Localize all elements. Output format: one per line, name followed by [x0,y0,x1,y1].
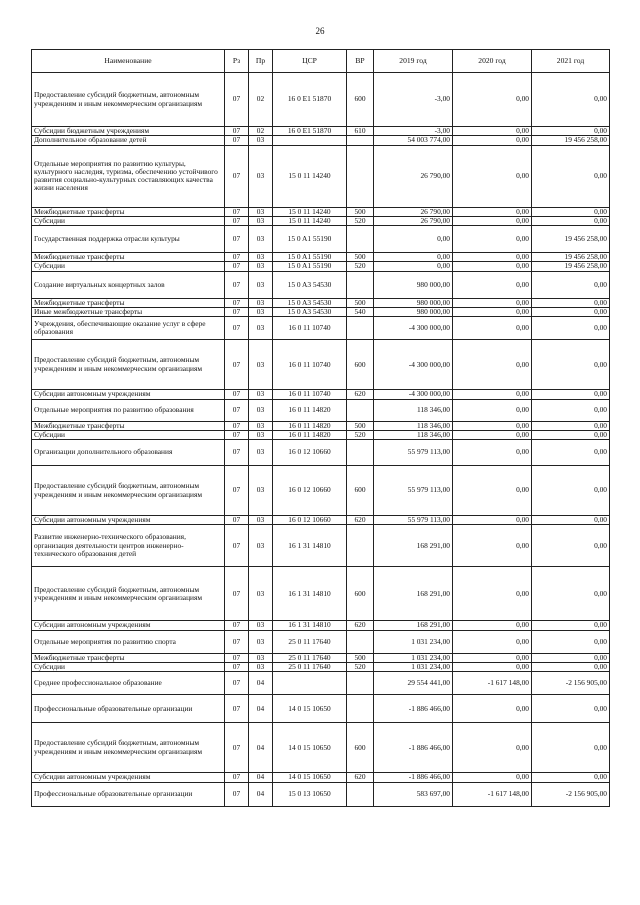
table-row [32,253,610,262]
table-row [32,136,610,145]
cell-rz: 07 [225,226,249,253]
cell-year-2020: 0,00 [453,430,532,439]
cell-vr [347,136,374,145]
cell-name: Профессиональные образовательные организации [32,782,225,806]
cell-pr: 04 [249,782,273,806]
cell-vr [347,145,374,207]
cell-csr: 16 0 E1 51870 [273,127,347,136]
cell-year-2021: 19 456 258,00 [532,226,610,253]
cell-year-2021: 0,00 [532,567,610,621]
cell-pr: 03 [249,421,273,430]
cell-year-2019: 583 697,00 [374,782,453,806]
table-row [32,630,610,653]
cell-year-2020: 0,00 [453,207,532,216]
cell-name: Субсидии автономным учреждениям [32,773,225,782]
cell-year-2021: 0,00 [532,430,610,439]
cell-rz: 07 [225,207,249,216]
cell-name: Субсидии бюджетным учреждениям [32,127,225,136]
cell-year-2019: 980 000,00 [374,307,453,316]
cell-csr: 14 0 15 10650 [273,773,347,782]
table-row [32,271,610,298]
cell-vr: 520 [347,216,374,225]
cell-name: Межбюджетные трансферты [32,253,225,262]
cell-pr: 03 [249,653,273,662]
cell-pr: 03 [249,662,273,671]
table-row [32,307,610,316]
cell-year-2019: 26 790,00 [374,207,453,216]
table-row [32,695,610,723]
cell-pr: 03 [249,440,273,466]
cell-year-2021: 0,00 [532,653,610,662]
cell-vr: 600 [347,723,374,773]
table-row [32,216,610,225]
cell-year-2021: 19 456 258,00 [532,136,610,145]
budget-table [31,49,610,807]
cell-rz: 07 [225,298,249,307]
cell-year-2021: 0,00 [532,340,610,390]
cell-year-2019: 29 554 441,00 [374,672,453,695]
cell-name: Развитие инженерно-технического образования, организация деятельности центров инженерно-технического образования детей [32,525,225,567]
cell-vr: 600 [347,340,374,390]
cell-vr [347,695,374,723]
cell-name: Предоставление субсидий бюджетным, автономным учреждениям и иным некоммерческим организациям [32,73,225,127]
cell-year-2021: 0,00 [532,516,610,525]
cell-rz: 07 [225,466,249,516]
cell-name: Дополнительное образование детей [32,136,225,145]
cell-rz: 07 [225,317,249,340]
cell-pr: 03 [249,298,273,307]
table-row [32,226,610,253]
cell-vr: 600 [347,466,374,516]
cell-pr: 03 [249,226,273,253]
cell-csr: 15 0 11 14240 [273,207,347,216]
cell-year-2019: -4 300 000,00 [374,317,453,340]
cell-vr: 500 [347,207,374,216]
cell-csr: 16 0 11 10740 [273,340,347,390]
cell-year-2021: -2 156 905,00 [532,782,610,806]
cell-rz: 07 [225,127,249,136]
cell-year-2020: 0,00 [453,695,532,723]
table-row [32,399,610,421]
cell-year-2021: 0,00 [532,390,610,399]
cell-year-2019: -4 300 000,00 [374,390,453,399]
cell-vr: 520 [347,262,374,271]
cell-rz: 07 [225,271,249,298]
cell-year-2019: 980 000,00 [374,271,453,298]
cell-csr: 15 0 11 14240 [273,145,347,207]
cell-year-2021: 0,00 [532,271,610,298]
cell-year-2021: 0,00 [532,307,610,316]
cell-vr [347,317,374,340]
cell-year-2021: 0,00 [532,207,610,216]
cell-year-2019: 54 003 774,00 [374,136,453,145]
cell-year-2019: 1 031 234,00 [374,662,453,671]
cell-year-2021: 0,00 [532,298,610,307]
cell-vr: 520 [347,662,374,671]
table-header-row [32,50,610,73]
cell-name: Отдельные мероприятия по развитию спорта [32,630,225,653]
cell-vr: 600 [347,73,374,127]
cell-year-2020: 0,00 [453,525,532,567]
cell-year-2020: 0,00 [453,630,532,653]
cell-year-2020: 0,00 [453,145,532,207]
cell-csr: 15 0 A3 54530 [273,298,347,307]
cell-year-2019: 1 031 234,00 [374,630,453,653]
col-header-rz: Рз [225,50,249,73]
table-row [32,207,610,216]
cell-year-2020: 0,00 [453,662,532,671]
page-number: 26 [315,26,325,36]
cell-year-2020: 0,00 [453,773,532,782]
cell-vr: 610 [347,127,374,136]
cell-name: Профессиональные образовательные организации [32,695,225,723]
cell-vr: 620 [347,773,374,782]
cell-csr: 16 1 31 14810 [273,621,347,630]
cell-year-2019: 55 979 113,00 [374,440,453,466]
cell-pr: 03 [249,516,273,525]
cell-year-2021: 0,00 [532,317,610,340]
cell-name: Иные межбюджетные трансферты [32,307,225,316]
cell-year-2020: 0,00 [453,340,532,390]
table-row [32,516,610,525]
cell-vr: 600 [347,567,374,621]
cell-vr: 520 [347,430,374,439]
cell-name: Предоставление субсидий бюджетным, автономным учреждениям и иным некоммерческим организациям [32,567,225,621]
cell-rz: 07 [225,145,249,207]
cell-year-2020: 0,00 [453,466,532,516]
table-row [32,723,610,773]
cell-year-2021: 0,00 [532,773,610,782]
cell-rz: 07 [225,390,249,399]
cell-rz: 07 [225,653,249,662]
cell-name: Межбюджетные трансферты [32,207,225,216]
cell-year-2021: 0,00 [532,525,610,567]
cell-year-2019: 0,00 [374,226,453,253]
cell-year-2021: 0,00 [532,145,610,207]
cell-year-2021: 0,00 [532,127,610,136]
cell-csr: 15 0 A1 55190 [273,262,347,271]
cell-pr: 03 [249,262,273,271]
cell-pr: 04 [249,695,273,723]
cell-pr: 03 [249,399,273,421]
cell-year-2021: 0,00 [532,723,610,773]
cell-csr: 15 0 11 14240 [273,216,347,225]
cell-year-2019: 55 979 113,00 [374,516,453,525]
cell-csr: 16 1 31 14810 [273,567,347,621]
cell-vr [347,672,374,695]
table-row [32,440,610,466]
cell-year-2019: -3,00 [374,127,453,136]
cell-name: Межбюджетные трансферты [32,421,225,430]
cell-name: Учреждения, обеспечивающие оказание услуг в сфере образования [32,317,225,340]
cell-rz: 07 [225,525,249,567]
cell-year-2021: 0,00 [532,440,610,466]
cell-vr: 620 [347,390,374,399]
cell-name: Субсидии автономным учреждениям [32,390,225,399]
cell-pr: 03 [249,466,273,516]
table-row [32,621,610,630]
cell-pr: 04 [249,723,273,773]
col-header-2021: 2021 год [532,50,610,73]
cell-pr: 03 [249,253,273,262]
cell-year-2020: 0,00 [453,271,532,298]
cell-year-2021: 0,00 [532,399,610,421]
cell-year-2019: 0,00 [374,262,453,271]
cell-year-2021: 0,00 [532,216,610,225]
cell-rz: 07 [225,253,249,262]
cell-year-2019: 0,00 [374,253,453,262]
cell-csr: 15 0 A1 55190 [273,226,347,253]
cell-name: Организации дополнительного образования [32,440,225,466]
cell-csr: 15 0 13 10650 [273,782,347,806]
cell-year-2021: -2 156 905,00 [532,672,610,695]
cell-name: Субсидии автономным учреждениям [32,516,225,525]
cell-vr [347,271,374,298]
table-row [32,782,610,806]
table-row [32,317,610,340]
cell-csr [273,136,347,145]
cell-year-2020: 0,00 [453,399,532,421]
cell-year-2019: -1 886 466,00 [374,695,453,723]
cell-pr: 03 [249,525,273,567]
cell-pr: 03 [249,207,273,216]
cell-year-2020: 0,00 [453,307,532,316]
cell-name: Межбюджетные трансферты [32,653,225,662]
cell-pr: 03 [249,136,273,145]
cell-rz: 07 [225,262,249,271]
cell-csr [273,672,347,695]
cell-year-2019: 168 291,00 [374,525,453,567]
cell-rz: 07 [225,630,249,653]
table-row [32,773,610,782]
cell-csr: 16 0 11 14820 [273,399,347,421]
table-row [32,127,610,136]
cell-rz: 07 [225,773,249,782]
cell-rz: 07 [225,340,249,390]
cell-pr: 03 [249,145,273,207]
table-row [32,262,610,271]
cell-pr: 03 [249,630,273,653]
cell-rz: 07 [225,399,249,421]
cell-name: Субсидии [32,662,225,671]
cell-vr: 500 [347,653,374,662]
cell-year-2019: 168 291,00 [374,567,453,621]
cell-vr: 500 [347,298,374,307]
cell-pr: 04 [249,672,273,695]
cell-pr: 02 [249,127,273,136]
cell-year-2020: -1 617 148,00 [453,782,532,806]
cell-csr: 16 0 E1 51870 [273,73,347,127]
cell-year-2020: 0,00 [453,216,532,225]
table-row [32,567,610,621]
col-header-name: Наименование [32,50,225,73]
cell-vr [347,226,374,253]
cell-year-2019: 168 291,00 [374,621,453,630]
cell-csr: 15 0 A3 54530 [273,271,347,298]
cell-name: Государственная поддержка отрасли культуры [32,226,225,253]
cell-csr: 25 0 11 17640 [273,653,347,662]
cell-vr: 500 [347,253,374,262]
table-row [32,672,610,695]
cell-rz: 07 [225,307,249,316]
cell-rz: 07 [225,695,249,723]
cell-csr: 16 0 11 10740 [273,390,347,399]
cell-pr: 03 [249,340,273,390]
cell-year-2019: -3,00 [374,73,453,127]
cell-rz: 07 [225,430,249,439]
cell-name: Создание виртуальных концертных залов [32,271,225,298]
cell-vr [347,782,374,806]
cell-year-2020: 0,00 [453,567,532,621]
cell-name: Субсидии [32,216,225,225]
cell-year-2020: 0,00 [453,516,532,525]
cell-year-2020: 0,00 [453,653,532,662]
cell-year-2020: 0,00 [453,127,532,136]
cell-year-2021: 0,00 [532,662,610,671]
table-row [32,525,610,567]
cell-year-2019: 118 346,00 [374,399,453,421]
cell-rz: 07 [225,567,249,621]
cell-vr [347,440,374,466]
cell-pr: 03 [249,430,273,439]
cell-year-2020: 0,00 [453,621,532,630]
cell-year-2021: 0,00 [532,621,610,630]
col-header-2019: 2019 год [374,50,453,73]
cell-year-2020: 0,00 [453,390,532,399]
cell-pr: 03 [249,307,273,316]
cell-rz: 07 [225,216,249,225]
cell-csr: 16 0 11 14820 [273,430,347,439]
cell-name: Предоставление субсидий бюджетным, автономным учреждениям и иным некоммерческим организациям [32,466,225,516]
cell-vr: 620 [347,516,374,525]
col-header-vr: ВР [347,50,374,73]
cell-year-2020: 0,00 [453,723,532,773]
cell-name: Субсидии автономным учреждениям [32,621,225,630]
cell-year-2020: 0,00 [453,262,532,271]
cell-year-2019: 118 346,00 [374,421,453,430]
cell-year-2019: 980 000,00 [374,298,453,307]
cell-name: Субсидии [32,430,225,439]
cell-csr: 16 0 11 14820 [273,421,347,430]
cell-vr: 620 [347,621,374,630]
cell-year-2020: 0,00 [453,421,532,430]
cell-name: Межбюджетные трансферты [32,298,225,307]
cell-vr: 500 [347,421,374,430]
cell-pr: 03 [249,271,273,298]
cell-year-2021: 19 456 258,00 [532,262,610,271]
cell-year-2019: -1 886 466,00 [374,723,453,773]
cell-year-2019: 55 979 113,00 [374,466,453,516]
table-row [32,466,610,516]
cell-rz: 07 [225,672,249,695]
cell-year-2021: 0,00 [532,466,610,516]
cell-year-2019: 118 346,00 [374,430,453,439]
table-row [32,73,610,127]
cell-csr: 14 0 15 10650 [273,723,347,773]
cell-name: Среднее профессиональное образование [32,672,225,695]
cell-name: Отдельные мероприятия по развитию культуры, культурного наследия, туризма, обеспечению устойчивого развития социально-культурных составляющих качества жизни населения [32,145,225,207]
table-row [32,390,610,399]
cell-year-2020: -1 617 148,00 [453,672,532,695]
cell-year-2020: 0,00 [453,226,532,253]
cell-csr: 16 0 12 10660 [273,466,347,516]
table-row [32,662,610,671]
cell-year-2020: 0,00 [453,317,532,340]
cell-pr: 03 [249,216,273,225]
cell-rz: 07 [225,73,249,127]
col-header-pr: Пр [249,50,273,73]
cell-pr: 03 [249,621,273,630]
cell-csr: 16 1 31 14810 [273,525,347,567]
cell-name: Отдельные мероприятия по развитию образования [32,399,225,421]
cell-year-2019: 1 031 234,00 [374,653,453,662]
cell-vr: 540 [347,307,374,316]
cell-name: Субсидии [32,262,225,271]
cell-rz: 07 [225,421,249,430]
cell-year-2021: 0,00 [532,695,610,723]
cell-name: Предоставление субсидий бюджетным, автономным учреждениям и иным некоммерческим организациям [32,723,225,773]
cell-rz: 07 [225,621,249,630]
cell-csr: 14 0 15 10650 [273,695,347,723]
cell-csr: 25 0 11 17640 [273,662,347,671]
cell-year-2020: 0,00 [453,73,532,127]
col-header-2020: 2020 год [453,50,532,73]
cell-year-2021: 0,00 [532,421,610,430]
cell-year-2021: 0,00 [532,73,610,127]
cell-csr: 16 0 12 10660 [273,516,347,525]
cell-rz: 07 [225,136,249,145]
cell-rz: 07 [225,662,249,671]
cell-csr: 15 0 A3 54530 [273,307,347,316]
cell-pr: 04 [249,773,273,782]
cell-year-2021: 0,00 [532,630,610,653]
cell-rz: 07 [225,782,249,806]
cell-year-2019: -4 300 000,00 [374,340,453,390]
cell-rz: 07 [225,723,249,773]
cell-rz: 07 [225,516,249,525]
table-row [32,145,610,207]
cell-pr: 03 [249,317,273,340]
cell-name: Предоставление субсидий бюджетным, автономным учреждениям и иным некоммерческим организациям [32,340,225,390]
col-header-csr: ЦСР [273,50,347,73]
cell-pr: 03 [249,390,273,399]
cell-vr [347,525,374,567]
cell-year-2020: 0,00 [453,253,532,262]
cell-year-2019: -1 886 466,00 [374,773,453,782]
cell-year-2020: 0,00 [453,136,532,145]
cell-csr: 16 0 12 10660 [273,440,347,466]
cell-csr: 25 0 11 17640 [273,630,347,653]
cell-year-2021: 19 456 258,00 [532,253,610,262]
cell-year-2020: 0,00 [453,440,532,466]
table-row [32,653,610,662]
table-row [32,430,610,439]
table-row [32,421,610,430]
cell-pr: 02 [249,73,273,127]
cell-year-2020: 0,00 [453,298,532,307]
cell-rz: 07 [225,440,249,466]
cell-vr [347,399,374,421]
cell-year-2019: 26 790,00 [374,145,453,207]
cell-pr: 03 [249,567,273,621]
cell-year-2019: 26 790,00 [374,216,453,225]
cell-vr [347,630,374,653]
table-row [32,340,610,390]
cell-csr: 16 0 11 10740 [273,317,347,340]
table-row [32,298,610,307]
cell-csr: 15 0 A1 55190 [273,253,347,262]
